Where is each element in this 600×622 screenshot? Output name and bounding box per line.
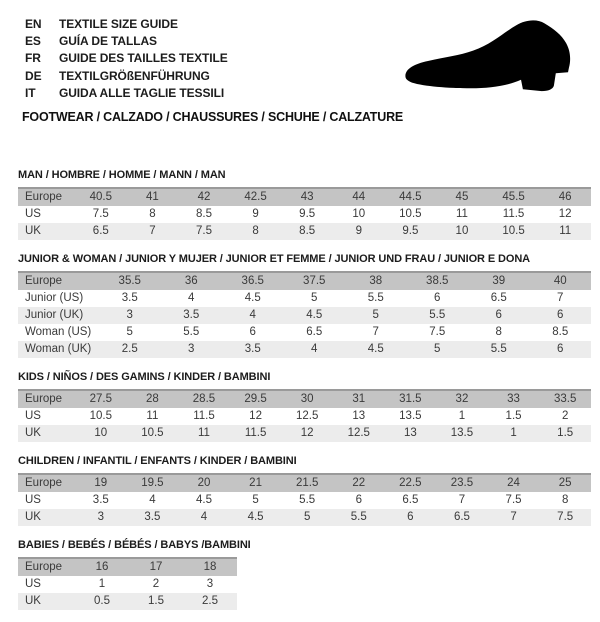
- size-value-cell: 6: [434, 292, 441, 304]
- size-value-cell: 23.5: [436, 474, 488, 492]
- size-value-cell: 22.5: [385, 474, 437, 492]
- size-table-section: [18, 252, 592, 358]
- category-title: FOOTWEAR / CALZADO / CHAUSSURES / SCHUHE / CALZATURE: [22, 110, 404, 124]
- size-value-cell: 7: [557, 292, 564, 304]
- size-value-cell: 38.5: [407, 272, 469, 290]
- size-value-cell: 3.5: [127, 509, 179, 526]
- size-value-cell: 6: [530, 307, 592, 324]
- size-value-cell: 7.5: [178, 223, 230, 240]
- size-value-cell: 40: [530, 272, 592, 290]
- size-value-cell: 9: [252, 208, 259, 220]
- size-value-cell: 4.5: [284, 307, 346, 324]
- size-value-cell: 11: [455, 208, 468, 220]
- size-value-cell: 20: [178, 474, 230, 492]
- size-value-cell: 8.5: [195, 208, 212, 220]
- size-value-cell: 6.5: [490, 292, 507, 304]
- size-value-cell: 22: [333, 474, 385, 492]
- size-value-cell: 9: [333, 223, 385, 240]
- size-value-cell: 5: [407, 341, 469, 358]
- size-value-cell: 4.5: [230, 509, 282, 526]
- size-table-row: [18, 272, 591, 290]
- language-label: GUÍA DE TALLAS: [59, 33, 157, 48]
- size-value-cell: 1.5: [129, 593, 183, 610]
- size-table-section: [18, 538, 592, 610]
- row-label-cell: US: [25, 494, 41, 506]
- size-value-cell: 11: [178, 425, 230, 442]
- size-value-cell: 43: [281, 188, 333, 206]
- size-value-cell: 11.5: [230, 425, 282, 442]
- size-value-cell: 33.5: [539, 390, 591, 408]
- size-table-title: JUNIOR & WOMAN / JUNIOR Y MUJER / JUNIOR ET FEMME / JUNIOR UND FRAU / JUNIOR E DONA: [18, 253, 531, 265]
- size-value-cell: 44.5: [385, 188, 437, 206]
- size-value-cell: 1: [488, 425, 540, 442]
- size-value-cell: 1: [458, 410, 466, 422]
- size-value-cell: 44: [333, 188, 385, 206]
- size-value-cell: 2.5: [183, 593, 237, 610]
- size-value-cell: 32: [436, 390, 488, 408]
- size-table-row: [18, 425, 591, 442]
- size-table-row: [18, 576, 237, 593]
- size-value-cell: 10.5: [89, 410, 112, 422]
- size-value-cell: 6: [355, 494, 362, 506]
- size-value-cell: 39: [468, 272, 530, 290]
- size-value-cell: 13.5: [399, 410, 422, 422]
- size-value-cell: 6: [530, 341, 592, 358]
- size-value-cell: 30: [281, 390, 333, 408]
- size-value-cell: 0.5: [75, 593, 129, 610]
- language-row: [25, 50, 228, 67]
- size-value-cell: 11: [146, 410, 159, 422]
- size-value-cell: 4: [188, 292, 195, 304]
- size-value-cell: 9.5: [299, 208, 316, 220]
- row-label-cell: Junior (UK): [18, 307, 99, 324]
- size-value-cell: 28.5: [178, 390, 230, 408]
- size-value-cell: 4.5: [244, 292, 261, 304]
- size-value-cell: 45: [436, 188, 488, 206]
- size-table-row: [18, 492, 591, 509]
- size-value-cell: 41: [127, 188, 179, 206]
- dress-shoe-icon: [394, 14, 586, 108]
- size-value-cell: 46: [539, 188, 591, 206]
- size-table-row: [18, 509, 591, 526]
- size-value-cell: 17: [129, 558, 183, 576]
- language-row: [25, 67, 228, 84]
- size-value-cell: 2.5: [99, 341, 161, 358]
- size-value-cell: 1.5: [505, 410, 522, 422]
- size-value-cell: 19: [75, 474, 127, 492]
- size-value-cell: 3.5: [161, 307, 223, 324]
- size-value-cell: 13.5: [436, 425, 488, 442]
- size-value-cell: 8: [561, 494, 569, 506]
- size-value-cell: 19.5: [127, 474, 179, 492]
- size-value-cell: 29.5: [230, 390, 282, 408]
- size-value-cell: 8: [230, 223, 282, 240]
- size-value-cell: 40.5: [75, 188, 127, 206]
- size-table-title: MAN / HOMBRE / HOMME / MANN / MAN: [18, 169, 226, 181]
- language-label: GUIDE DES TAILLES TEXTILE: [59, 51, 228, 66]
- size-value-cell: 36.5: [222, 272, 284, 290]
- row-label-cell: UK: [18, 223, 75, 240]
- size-value-cell: 31.5: [385, 390, 437, 408]
- row-label-cell: Europe: [18, 474, 75, 492]
- size-value-cell: 5.5: [468, 341, 530, 358]
- language-code: FR: [25, 51, 41, 66]
- size-value-cell: 10: [75, 425, 127, 442]
- size-value-cell: 6: [385, 509, 437, 526]
- size-value-cell: 24: [488, 474, 540, 492]
- size-table-row: [18, 206, 591, 223]
- size-value-cell: 7.5: [92, 208, 109, 220]
- size-value-cell: 6: [468, 307, 530, 324]
- size-value-cell: 7.5: [429, 326, 446, 338]
- size-value-cell: 6.5: [306, 326, 323, 338]
- size-table: [18, 187, 591, 240]
- size-value-cell: 25: [539, 474, 591, 492]
- size-value-cell: 2: [561, 410, 569, 422]
- size-value-cell: 31: [333, 390, 385, 408]
- size-value-cell: 16: [75, 558, 129, 576]
- size-value-cell: 7.5: [539, 509, 591, 526]
- row-label-cell: Europe: [18, 390, 75, 408]
- size-value-cell: 28: [127, 390, 179, 408]
- size-value-cell: 33: [488, 390, 540, 408]
- size-table-row: [18, 188, 591, 206]
- size-table: [18, 389, 591, 442]
- size-table-row: [18, 558, 237, 576]
- language-label: TEXTILGRÖßENFÜHRUNG: [59, 68, 210, 83]
- size-value-cell: 10.5: [127, 425, 179, 442]
- size-value-cell: 7: [488, 509, 540, 526]
- size-value-cell: 5.5: [299, 494, 316, 506]
- size-value-cell: 18: [183, 558, 237, 576]
- size-table-row: [18, 307, 591, 324]
- size-value-cell: 3.5: [121, 292, 138, 304]
- size-value-cell: 45.5: [488, 188, 540, 206]
- row-label-cell: UK: [18, 593, 75, 610]
- row-label-cell: Europe: [18, 558, 75, 576]
- size-value-cell: 6.5: [402, 494, 419, 506]
- size-value-cell: 12.5: [333, 425, 385, 442]
- size-table-section: [18, 168, 592, 240]
- size-value-cell: 2: [152, 578, 160, 590]
- language-code: EN: [25, 16, 42, 31]
- size-value-cell: 3: [75, 509, 127, 526]
- row-label-cell: Junior (US): [25, 292, 84, 304]
- size-value-cell: 13: [352, 410, 366, 422]
- size-table: [18, 271, 591, 358]
- row-label-cell: US: [25, 410, 41, 422]
- row-label-cell: UK: [18, 425, 75, 442]
- row-label-cell: Woman (US): [25, 326, 92, 338]
- size-value-cell: 3.5: [92, 494, 109, 506]
- size-value-cell: 8.5: [281, 223, 333, 240]
- size-value-cell: 5: [126, 326, 133, 338]
- size-value-cell: 4: [222, 307, 284, 324]
- size-tables: [18, 168, 592, 622]
- row-label-cell: US: [25, 208, 41, 220]
- row-label-cell: Europe: [18, 188, 75, 206]
- size-value-cell: 11: [539, 223, 591, 240]
- size-value-cell: 3: [99, 307, 161, 324]
- row-label-cell: Woman (UK): [18, 341, 99, 358]
- size-value-cell: 1.5: [539, 425, 591, 442]
- size-value-cell: 10: [436, 223, 488, 240]
- size-value-cell: 9.5: [385, 223, 437, 240]
- size-value-cell: 36: [161, 272, 223, 290]
- size-value-cell: 12.5: [295, 410, 319, 422]
- size-value-cell: 7: [127, 223, 179, 240]
- size-value-cell: 5.5: [183, 326, 200, 338]
- size-value-cell: 13: [385, 425, 437, 442]
- language-code: ES: [25, 33, 41, 48]
- row-label-cell: US: [25, 578, 41, 590]
- size-value-cell: 4: [178, 509, 230, 526]
- size-table: [18, 557, 237, 610]
- size-value-cell: 10.5: [399, 208, 422, 220]
- size-table-row: [18, 223, 591, 240]
- size-value-cell: 1: [98, 578, 106, 590]
- size-table-row: [18, 290, 591, 307]
- size-value-cell: 5: [281, 509, 333, 526]
- size-value-cell: 10: [352, 208, 366, 220]
- size-table-title: BABIES / BEBÉS / BÉBÉS / BABYS /BAMBINI: [18, 539, 251, 551]
- row-label-cell: Europe: [18, 272, 99, 290]
- size-table-row: [18, 341, 591, 358]
- language-label: GUIDA ALLE TAGLIE TESSILI: [59, 85, 225, 100]
- size-value-cell: 27.5: [75, 390, 127, 408]
- size-value-cell: 4: [149, 494, 156, 506]
- size-value-cell: 5.5: [407, 307, 469, 324]
- size-value-cell: 4.5: [345, 341, 407, 358]
- size-value-cell: 37.5: [284, 272, 346, 290]
- size-table-title: KIDS / NIÑOS / DES GAMINS / KINDER / BAMBINI: [18, 371, 271, 383]
- size-value-cell: 5: [345, 307, 407, 324]
- size-value-cell: 8.5: [552, 326, 569, 338]
- size-value-cell: 12: [249, 410, 262, 422]
- size-value-cell: 8: [495, 326, 502, 338]
- size-value-cell: 7: [458, 494, 466, 506]
- size-value-cell: 12: [558, 208, 572, 220]
- size-value-cell: 6.5: [436, 509, 488, 526]
- size-value-cell: 3: [206, 578, 214, 590]
- size-value-cell: 3: [161, 341, 223, 358]
- size-table-section: [18, 454, 592, 526]
- size-table: [18, 473, 591, 526]
- row-label-cell: UK: [18, 509, 75, 526]
- size-value-cell: 6: [249, 326, 256, 338]
- size-value-cell: 5.5: [333, 509, 385, 526]
- size-value-cell: 11.5: [502, 208, 525, 220]
- size-value-cell: 5.5: [367, 292, 384, 304]
- size-table-section: [18, 370, 592, 442]
- language-list: [25, 15, 228, 101]
- size-table-title: CHILDREN / INFANTIL / ENFANTS / KINDER / BAMBINI: [18, 455, 297, 467]
- size-table-row: [18, 408, 591, 425]
- language-row: [25, 15, 228, 32]
- size-table-row: [18, 324, 591, 341]
- size-value-cell: 4: [284, 341, 346, 358]
- size-value-cell: 8: [149, 208, 156, 220]
- language-label: TEXTILE SIZE GUIDE: [59, 16, 178, 31]
- size-value-cell: 6.5: [75, 223, 127, 240]
- size-value-cell: 7.5: [505, 494, 522, 506]
- size-value-cell: 4.5: [195, 494, 212, 506]
- size-value-cell: 42.5: [230, 188, 282, 206]
- size-value-cell: 11.5: [193, 410, 215, 422]
- language-code: IT: [25, 85, 36, 100]
- size-table-row: [18, 474, 591, 492]
- size-value-cell: 21.5: [281, 474, 333, 492]
- language-row: [25, 32, 228, 49]
- size-value-cell: 35.5: [99, 272, 161, 290]
- size-value-cell: 3.5: [222, 341, 284, 358]
- size-table-row: [18, 390, 591, 408]
- size-value-cell: 10.5: [488, 223, 540, 240]
- size-value-cell: 5: [311, 292, 318, 304]
- size-value-cell: 5: [252, 494, 259, 506]
- size-table-row: [18, 593, 237, 610]
- language-code: DE: [25, 68, 42, 83]
- size-value-cell: 42: [178, 188, 230, 206]
- language-row: [25, 84, 228, 101]
- size-value-cell: 21: [230, 474, 282, 492]
- size-value-cell: 38: [345, 272, 407, 290]
- size-value-cell: 7: [372, 326, 379, 338]
- size-value-cell: 12: [281, 425, 333, 442]
